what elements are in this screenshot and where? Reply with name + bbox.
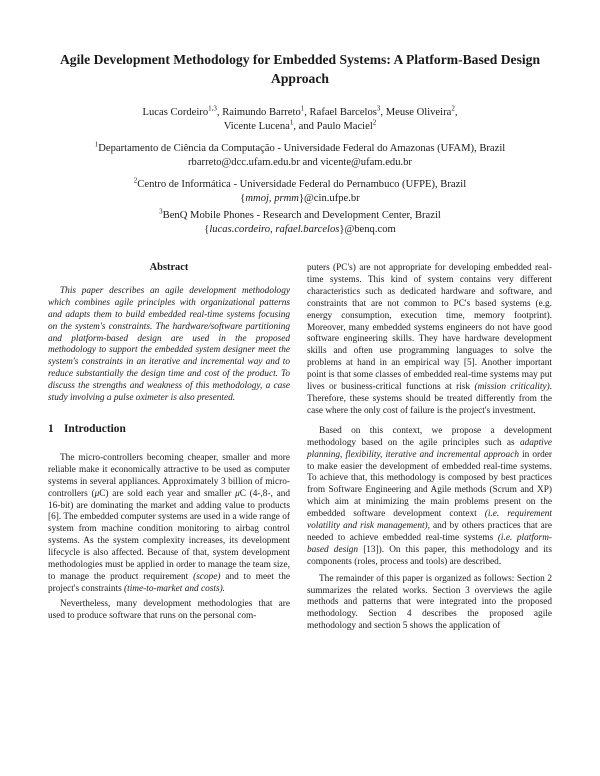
affiliation-number: 3 xyxy=(159,207,163,216)
author-name: Paulo Maciel xyxy=(316,121,373,132)
emphasis-mission-criticality: (mission criticality) xyxy=(474,382,550,393)
right-paragraph-1 xyxy=(307,263,552,418)
affiliation-email-users: mmoj, prmm xyxy=(245,193,299,204)
author-name: Raimundo Barreto xyxy=(222,107,301,118)
text-run: in order to make easier the development of embedded real-time systems. To achieve that, this methodology is composed by best practices from Software Engineering and Agile methods (Scrum and XP) which aim at minimizing the main problems present on the embedded software development context xyxy=(307,449,552,520)
affiliation-3: $^3$BenQ Mobile Phones - Research and Development Center, Brazil {lucas.cordeiro, rafael.barcelos}@benq.com xyxy=(159,207,441,235)
left-column xyxy=(48,262,290,626)
mu-symbol: μ xyxy=(235,488,240,499)
affiliation-email-domain: @cin.ufpe.br xyxy=(304,193,360,204)
intro-paragraph-2: Nevertheless, many development methodologies that are used to produce software that runs on the personal com- xyxy=(48,598,290,621)
text-run: . Therefore, these systems should be treated differently from the case where the only cost of failure is the project's investment. xyxy=(307,382,552,416)
emphasis-platform-based: (i.e. platform-based design xyxy=(307,532,552,555)
mu-symbol: μ xyxy=(94,488,100,499)
author-name: Meuse Oliveira xyxy=(385,107,452,118)
emphasis-scope: (scope) xyxy=(193,571,221,582)
text-run: C) are sold each year and smaller xyxy=(99,488,236,499)
emphasis-ie: (i.e. requirement volatility and risk management) xyxy=(307,509,552,532)
section-number: 1 xyxy=(48,422,54,435)
affiliation-email: rbarreto@dcc.ufam.edu.br and vicente@ufam.edu.br xyxy=(188,157,412,168)
affiliation-number: 2 xyxy=(133,176,138,185)
text-run: The micro-controllers becoming cheaper, smaller and more reliable make it economically attractive to be used as computer systems in several appliances. Approximately 3 billion of micro-controllers ( xyxy=(48,452,290,499)
right-paragraph-3: The remainder of this paper is organized as follows: Section 2 summarizes the related works. Section 3 overviews the agile methods and patterns that were integrated into the proposed methodology. Section 4 describes the proposed agile methodology and section 5 shows the application of xyxy=(307,573,552,632)
author-list: Lucas Cordeiro$^{1,3}$, Raimundo Barreto$^1$, Rafael Barcelos$^3$, Meuse Oliveira$^2$, Vicente Lucena$^1$, and Paulo Maciel$^2$ xyxy=(142,104,458,132)
author-affiliation-mark: 1 xyxy=(289,118,294,127)
affiliation-1 xyxy=(40,142,560,170)
affiliation-number: 1 xyxy=(94,140,99,149)
author-affiliation-mark: 2 xyxy=(372,118,377,127)
affiliation-name: Centro de Informática - Universidade Federal do Pernambuco (UFPE), Brazil xyxy=(137,179,467,190)
author-name: Lucas Cordeiro xyxy=(142,107,209,118)
author-affiliation-mark: 1 xyxy=(300,104,305,113)
section-title: Introduction xyxy=(64,422,126,435)
author-affiliation-mark: 3 xyxy=(376,104,381,113)
paper-title: Agile Development Methodology for Embedded Systems: A Platform-Based Design Approach xyxy=(59,52,541,86)
affiliation-email-domain: @benq.com xyxy=(344,224,396,235)
right-column xyxy=(307,263,552,636)
emphasis-constraints: (time-to-market and costs). xyxy=(124,583,225,594)
affiliation-name: BenQ Mobile Phones - Research and Development Center, Brazil xyxy=(162,210,441,221)
affiliation-name: Departamento de Ciência da Computação - Universidade Federal do Amazonas (UFAM), Brazil xyxy=(98,143,506,154)
author-name: Rafael Barcelos xyxy=(309,107,377,118)
text-run: puters (PC's) are not appropriate for developing embedded real-time systems. This kind of system contains very different characteristics such as dedicated hardware and software, and constraints that are not common to PC's based systems (e.g. energy consumption, execution time, memory footprint). Moreover, many embedded systems engineers do not have good software engineering skills. They have hardware development skills and often use programming languages to solve the problems at hand in an empirical way [5]. Another important point is that some classes of embedded real-time systems may put lives or business-critical functions at risk xyxy=(307,263,552,393)
text-run: C (4-,8-, and 16-bit) are dominating the market and adding value to products [6]. The embedded computer systems are used in a wide range of system from machine condition monitoring to airbag control systems. As the system complexity increases, its development lifecycle is also affected. Because of that, system development methodologies must be applied in order to manage the team size, to manage the product requirement xyxy=(48,488,290,582)
text-run: and to meet the project's constraints xyxy=(48,571,290,594)
affiliation-email-users: lucas.cordeiro, rafael.barcelos xyxy=(209,224,340,235)
intro-paragraph-1 xyxy=(48,453,290,596)
affiliation-2: $^2$Centro de Informática - Universidade Federal do Pernambuco (UFPE), Brazil {mmoj, prmm}@cin.ufpe.br xyxy=(133,176,467,204)
right-paragraph-2 xyxy=(307,426,552,569)
author-affiliation-mark: 1,3 xyxy=(208,104,217,113)
abstract-text: This paper describes an agile development methodology which combines agile principles with organizational patterns and adapts them to build embedded real-time systems focusing on the system's constraints. The hardware/software partitioning and platform-based design are used in the proposed methodology to support the embedded system designer meet the system's constraints in an iterative and incremental way and to reduce substantially the design time and cost of the product. To discuss the strengths and weakness of this methodology, a case study involving a pulse oximeter is also presented. xyxy=(48,285,290,404)
text-run: , and by others practices that are needed to achieve embedded real-time systems xyxy=(307,521,552,543)
author-name: Vicente Lucena xyxy=(223,121,290,132)
emphasis-agile-principles: adaptive planning, flexibility, iterative and incremental approach xyxy=(307,437,552,460)
abstract-heading: Abstract xyxy=(149,262,189,273)
text-run: [13]). On this paper, this methodology and its components (roles, process and tools) are described. xyxy=(307,544,552,567)
author-affiliation-mark: 2 xyxy=(451,104,455,113)
text-run: Based on this context, we propose a development methodology based on the agile principles such as xyxy=(307,425,552,448)
section-heading-introduction xyxy=(48,424,290,436)
